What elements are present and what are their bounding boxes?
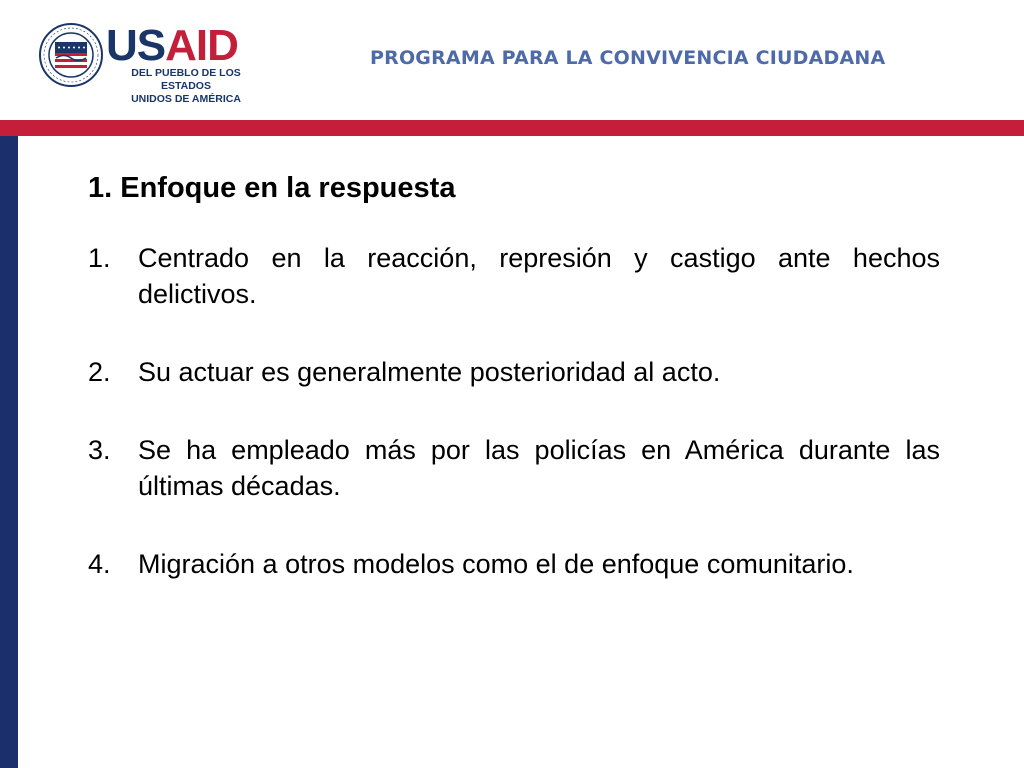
list-item (88, 546, 940, 582)
list-item (88, 354, 940, 390)
header-red-band (0, 120, 1024, 136)
usaid-logo-subtitle-line2: UNIDOS DE AMÉRICA (131, 93, 241, 105)
list-item-text: Su actuar es generalmente posterioridad al acto. (138, 357, 721, 387)
content-list (88, 240, 940, 624)
usaid-logo-wordmark: USAID (106, 21, 238, 70)
list-item-number: 4. (88, 549, 111, 579)
slide-header (0, 0, 1024, 120)
usaid-seal-icon (38, 22, 104, 88)
program-title: PROGRAMA PARA LA CONVIVENCIA CIUDADANA (370, 47, 886, 69)
list-item-number: 3. (88, 435, 111, 465)
list-item-text: Centrado en la reacción, represión y castigo ante hechos delictivos. (138, 243, 940, 309)
list-item-number: 2. (88, 357, 111, 387)
usaid-logo-subtitle-line1: DEL PUEBLO DE LOS ESTADOS (131, 67, 241, 92)
list-item (88, 432, 940, 504)
list-item-text: Migración a otros modelos como el de enfoque comunitario. (138, 549, 854, 579)
list-item-text: Se ha empleado más por las policías en América durante las últimas décadas. (138, 435, 940, 501)
list-item (88, 240, 940, 312)
left-blue-bar (0, 136, 18, 768)
slide-title: 1. Enfoque en la respuesta (88, 172, 456, 204)
usaid-logo-subtitle (106, 67, 266, 106)
list-item-number: 1. (88, 243, 111, 273)
